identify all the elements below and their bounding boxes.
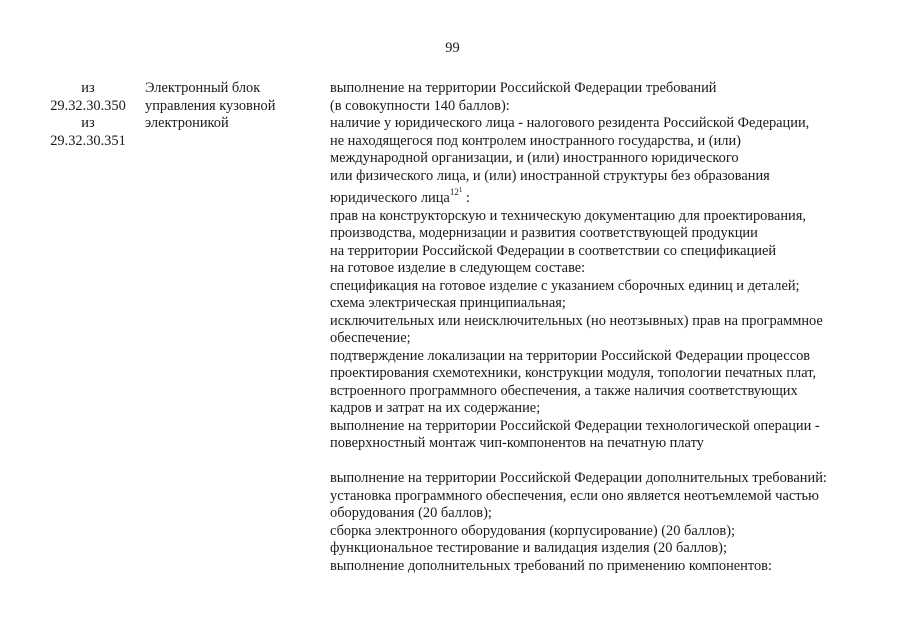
requirement-line: схема электрическая принципиальная; (330, 295, 566, 311)
requirement-line: (в совокупности 140 баллов): (330, 97, 510, 114)
requirement-line: функциональное тестирование и валидация изделия (20 баллов); (330, 540, 727, 556)
requirement-line: исключительных или неисключительных (но неотзывных) прав на программное (330, 312, 823, 329)
page-number: 99 (445, 40, 460, 56)
requirement-line: выполнение дополнительных требований по применению компонентов: (330, 557, 772, 574)
product-name-line: Электронный блок (145, 80, 261, 96)
code-end: 29.32.30.351 (50, 132, 126, 149)
requirement-line: подтверждение локализации на территории Российской Федерации процессов (330, 347, 811, 364)
requirement-line: установка программного обеспечения, если оно является неотъемлемой частью (330, 487, 819, 504)
footnote-reference: 121 (449, 186, 463, 197)
product-name-column (145, 80, 305, 133)
footnote-tail: : (465, 190, 470, 206)
requirement-line: сборка электронного оборудования (корпусирование) (20 баллов); (330, 522, 735, 539)
requirement-line: кадров и затрат на их содержание; (330, 400, 541, 416)
requirement-line: не находящегося под контролем иностранного государства, и (или) (330, 132, 741, 149)
requirement-line: прав на конструкторскую и техническую документацию для проектирования, (330, 207, 806, 224)
code-prefix-from: из (81, 80, 95, 96)
requirement-line: на готовое изделие в следующем составе: (330, 260, 586, 276)
requirement-line: выполнение на территории Российской Федерации требований (330, 80, 717, 96)
okpd-code-column (40, 80, 136, 150)
requirements-column (330, 80, 890, 575)
requirement-line: поверхностный монтаж чип-компонентов на печатную плату (330, 435, 704, 451)
code-prefix-from: из (81, 115, 95, 131)
requirement-line: выполнение на территории Российской Федерации дополнительных требований: (330, 470, 827, 486)
footnote-text: юридического лица (330, 190, 450, 206)
requirement-line: международной организации, и (или) иностранного юридического (330, 150, 739, 166)
requirement-line: проектирования схемотехники, конструкции модуля, топологии печатных плат, (330, 365, 817, 381)
requirement-line: или физического лица, и (или) иностранной структуры без образования (330, 167, 770, 184)
requirement-line: обеспечение; (330, 330, 411, 346)
requirement-line: выполнение на территории Российской Федерации технологической операции - (330, 417, 820, 434)
product-name-line: электроникой (145, 115, 229, 131)
code-start: 29.32.30.350 (50, 97, 126, 114)
footnote-line (330, 186, 890, 208)
requirement-line: встроенного программного обеспечения, а также наличия соответствующих (330, 382, 798, 399)
paragraph-gap (330, 453, 890, 471)
product-name-line: управления кузовной (145, 97, 276, 114)
requirement-line: наличие у юридического лица - налогового резидента Российской Федерации, (330, 115, 810, 131)
requirement-line: оборудования (20 баллов); (330, 505, 492, 521)
requirement-line: спецификация на готовое изделие с указанием сборочных единиц и деталей; (330, 277, 800, 294)
requirement-line: производства, модернизации и развития соответствующей продукции (330, 225, 758, 241)
requirement-line: на территории Российской Федерации в соответствии со спецификацией (330, 242, 777, 259)
